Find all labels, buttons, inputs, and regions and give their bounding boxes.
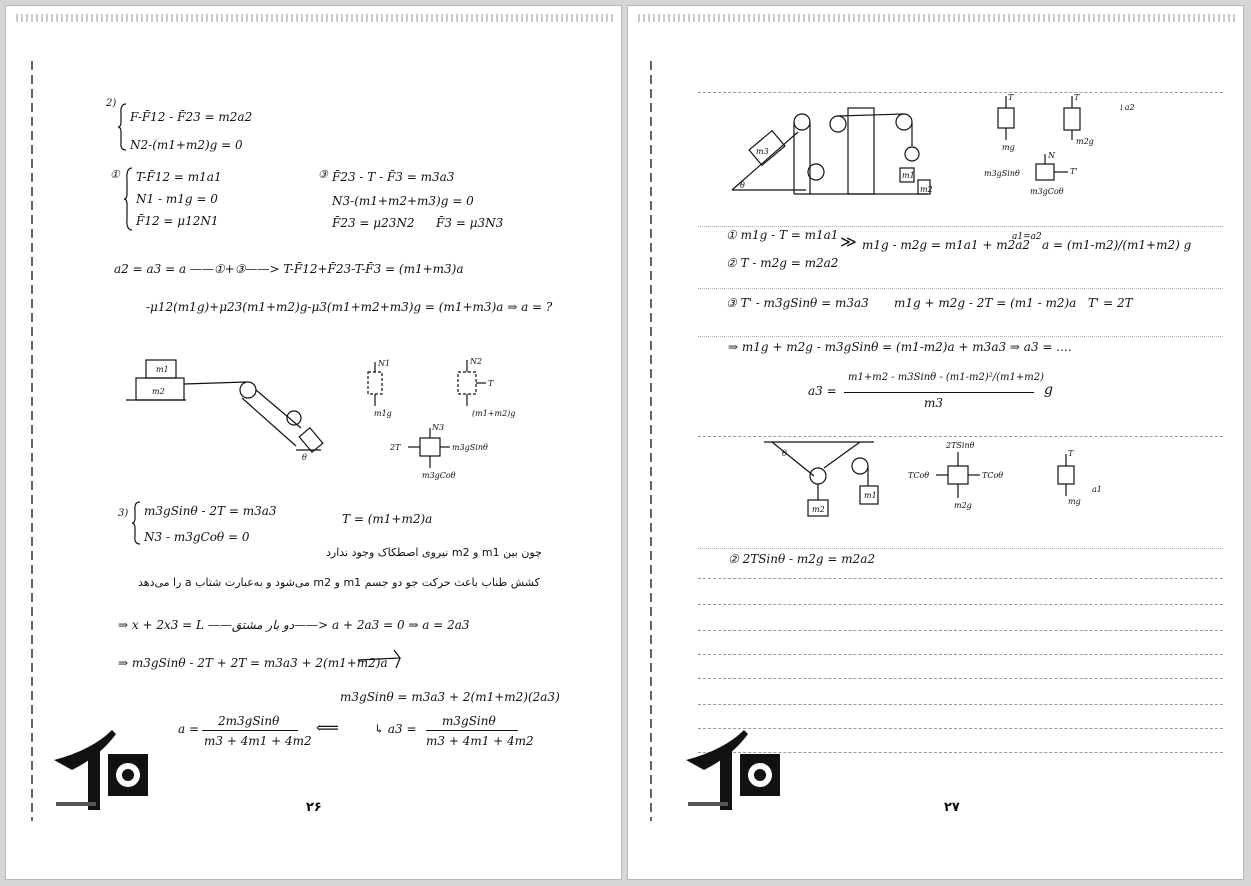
- hanging-pulley-diagram: [764, 438, 884, 528]
- force-label: N: [1048, 151, 1055, 160]
- force-label: T: [488, 379, 494, 388]
- free-body-diagrams: [908, 438, 1108, 518]
- ruled-line: [698, 548, 1223, 549]
- page-number: ۲۷: [944, 800, 960, 815]
- left-page: [5, 5, 622, 880]
- force-label: T: [1008, 93, 1014, 102]
- equation: N3-(m1+m2+m3)g = 0: [332, 194, 474, 208]
- equation: N2-(m1+m2)g = 0: [130, 138, 243, 152]
- binding-edge: [650, 61, 652, 821]
- pulley-incline-diagram: [126, 358, 326, 468]
- equation: -μ12(m1g)+μ23(m1+m2)g-μ3(m1+m2+m3)g = (m1+m3)a ⇒ a = ?: [146, 300, 553, 314]
- force-label: N3: [432, 423, 445, 432]
- equation: ① m1g - T = m1a1: [726, 228, 839, 242]
- equation: ② 2TSinθ - m2g = m2a2: [728, 552, 876, 566]
- fraction-denominator: m3: [924, 396, 944, 410]
- equation: ② T - m2g = m2a2: [726, 256, 839, 270]
- force-label: m3gCoθ: [1030, 187, 1064, 196]
- answer-label: a3 =: [808, 384, 837, 398]
- equation: m3gSinθ - 2T = m3a3: [144, 504, 277, 518]
- force-label: T': [1070, 167, 1078, 176]
- equation: m1g + m2g - 2T = (m1 - m2)a: [894, 296, 1077, 310]
- ruled-line: [698, 704, 1223, 705]
- fraction-bar: [844, 392, 1034, 393]
- university-logo: [52, 720, 152, 810]
- equation: ⇒ x + 2x3 = L ——دو بار مشتق——> a + 2a3 = 0 ⇒ a = 2a3: [118, 618, 470, 632]
- equation: m3gSinθ = m3a3 + 2(m1+m2)(2a3): [340, 690, 560, 704]
- equation-note: a1=a2: [1012, 232, 1042, 242]
- answer-label: a =: [178, 722, 200, 736]
- fraction-numerator: 2m3gSinθ: [218, 714, 280, 728]
- arrow-icon: ≫: [840, 232, 857, 251]
- ruled-line: [698, 604, 1223, 605]
- force-label: N2: [470, 357, 483, 366]
- mass-label: m2: [920, 185, 933, 194]
- force-label: m3gSinθ: [984, 169, 1020, 178]
- ruled-line: [698, 436, 1223, 437]
- force-label: m3gCoθ: [422, 471, 456, 480]
- equation: ⇒ m3gSinθ - 2T + 2T = m3a3 + 2(m1+m2)a: [118, 656, 388, 670]
- section-label: ①: [110, 168, 120, 181]
- brace: [124, 166, 134, 232]
- force-label: T: [1068, 449, 1074, 458]
- binding-edge: [31, 61, 33, 821]
- ruled-line: [698, 226, 1223, 227]
- force-label: 2T: [390, 443, 401, 452]
- equation: T' = 2T: [1088, 296, 1133, 310]
- equation: N3 - m3gCoθ = 0: [144, 530, 250, 544]
- fraction-numerator: m1+m2 - m3Sinθ - (m1-m2)²/(m1+m2): [848, 372, 1045, 383]
- university-logo: [684, 720, 784, 810]
- fraction-denominator: m3 + 4m1 + 4m2: [426, 734, 534, 748]
- angle-label: θ: [740, 181, 745, 190]
- angle-label: θ: [302, 453, 307, 462]
- arrow-icon: ⟸: [316, 718, 339, 737]
- free-body-diagrams: [968, 94, 1168, 204]
- section-label: 2): [106, 98, 117, 109]
- section-label: 3): [118, 508, 129, 519]
- fraction-bar: [426, 730, 518, 731]
- ruled-line: [698, 578, 1223, 579]
- ruled-line: [698, 678, 1223, 679]
- force-label: TCoθ: [908, 471, 930, 480]
- fraction-numerator: m3gSinθ: [442, 714, 496, 728]
- force-label: m3gSinθ: [452, 443, 488, 452]
- force-label: TCoθ: [982, 471, 1004, 480]
- force-label: m2g: [1076, 137, 1094, 146]
- section-label: ③: [318, 168, 328, 181]
- equation: F̄23 - T - F̄3 = m3a3: [332, 170, 455, 184]
- free-body-diagrams: [362, 358, 522, 488]
- pulley-system-diagram: [728, 102, 938, 202]
- mass-label: m1: [864, 491, 877, 500]
- accel-label: a1: [1092, 485, 1102, 494]
- answer-label: ↳ a3 =: [374, 722, 417, 736]
- persian-note: کشش طناب باعث حرکت جو دو جسم m1 و m2 می‌شود و به‌عبارت شتاب a را می‌دهد: [138, 576, 540, 589]
- equation: g: [1044, 382, 1053, 398]
- equation: F̄3 = μ3N3: [436, 216, 504, 230]
- ruled-line: [698, 336, 1223, 337]
- mass-label: m2: [812, 505, 825, 514]
- equation: a2 = a3 = a ——①+③——> T-F̄12+F̄23-T-F̄3 = (m1+m3)a: [114, 262, 464, 276]
- ruled-line: [698, 288, 1223, 289]
- equation: ⇒ m1g + m2g - m3gSinθ = (m1-m2)a + m3a3 ⇒ a3 = ....: [728, 340, 1072, 354]
- page-number: ۲۶: [306, 800, 322, 815]
- force-label: T: [1074, 93, 1080, 102]
- scan-noise: [16, 14, 616, 22]
- angle-label: θ: [782, 449, 787, 458]
- persian-note: چون بین m1 و m2 نیروی اصطکاک وجود ندارد: [326, 546, 542, 559]
- right-page: [627, 5, 1244, 880]
- equation: a = (m1-m2)/(m1+m2) g: [1042, 238, 1192, 252]
- mass-label: m1: [156, 365, 169, 374]
- force-label: mg: [1068, 497, 1081, 506]
- equation: F-F̄12 - F̄23 = m2a2: [130, 110, 253, 124]
- equation: F̄12 = μ12N1: [136, 214, 219, 228]
- ruled-line: [698, 654, 1223, 655]
- mass-label: m2: [152, 387, 165, 396]
- equation: m1g - m2g = m1a1 + m2a2: [862, 238, 1031, 252]
- equation: ③ T' - m3gSinθ = m3a3: [726, 296, 869, 310]
- ruled-line: [698, 92, 1223, 93]
- mass-label: m1: [902, 171, 915, 180]
- accel-label: ↓a2: [1118, 103, 1135, 112]
- fraction-denominator: m3 + 4m1 + 4m2: [204, 734, 312, 748]
- force-label: (m1+m2)g: [472, 409, 516, 418]
- ruled-line: [698, 630, 1223, 631]
- equation: F̄23 = μ23N2: [332, 216, 415, 230]
- equation: T-F̄12 = m1a1: [136, 170, 222, 184]
- equation: T = (m1+m2)a: [342, 512, 433, 526]
- mass-label: m3: [756, 147, 769, 156]
- force-label: m1g: [374, 409, 392, 418]
- force-label: 2TSinθ: [946, 441, 975, 450]
- force-label: N1: [378, 359, 391, 368]
- brace: [118, 102, 128, 152]
- force-label: mg: [1002, 143, 1015, 152]
- fraction-bar: [202, 730, 298, 731]
- equation: N1 - m1g = 0: [136, 192, 218, 206]
- force-label: m2g: [954, 501, 972, 510]
- brace: [132, 500, 142, 546]
- arrow-icon: [356, 646, 416, 670]
- scan-noise: [638, 14, 1238, 22]
